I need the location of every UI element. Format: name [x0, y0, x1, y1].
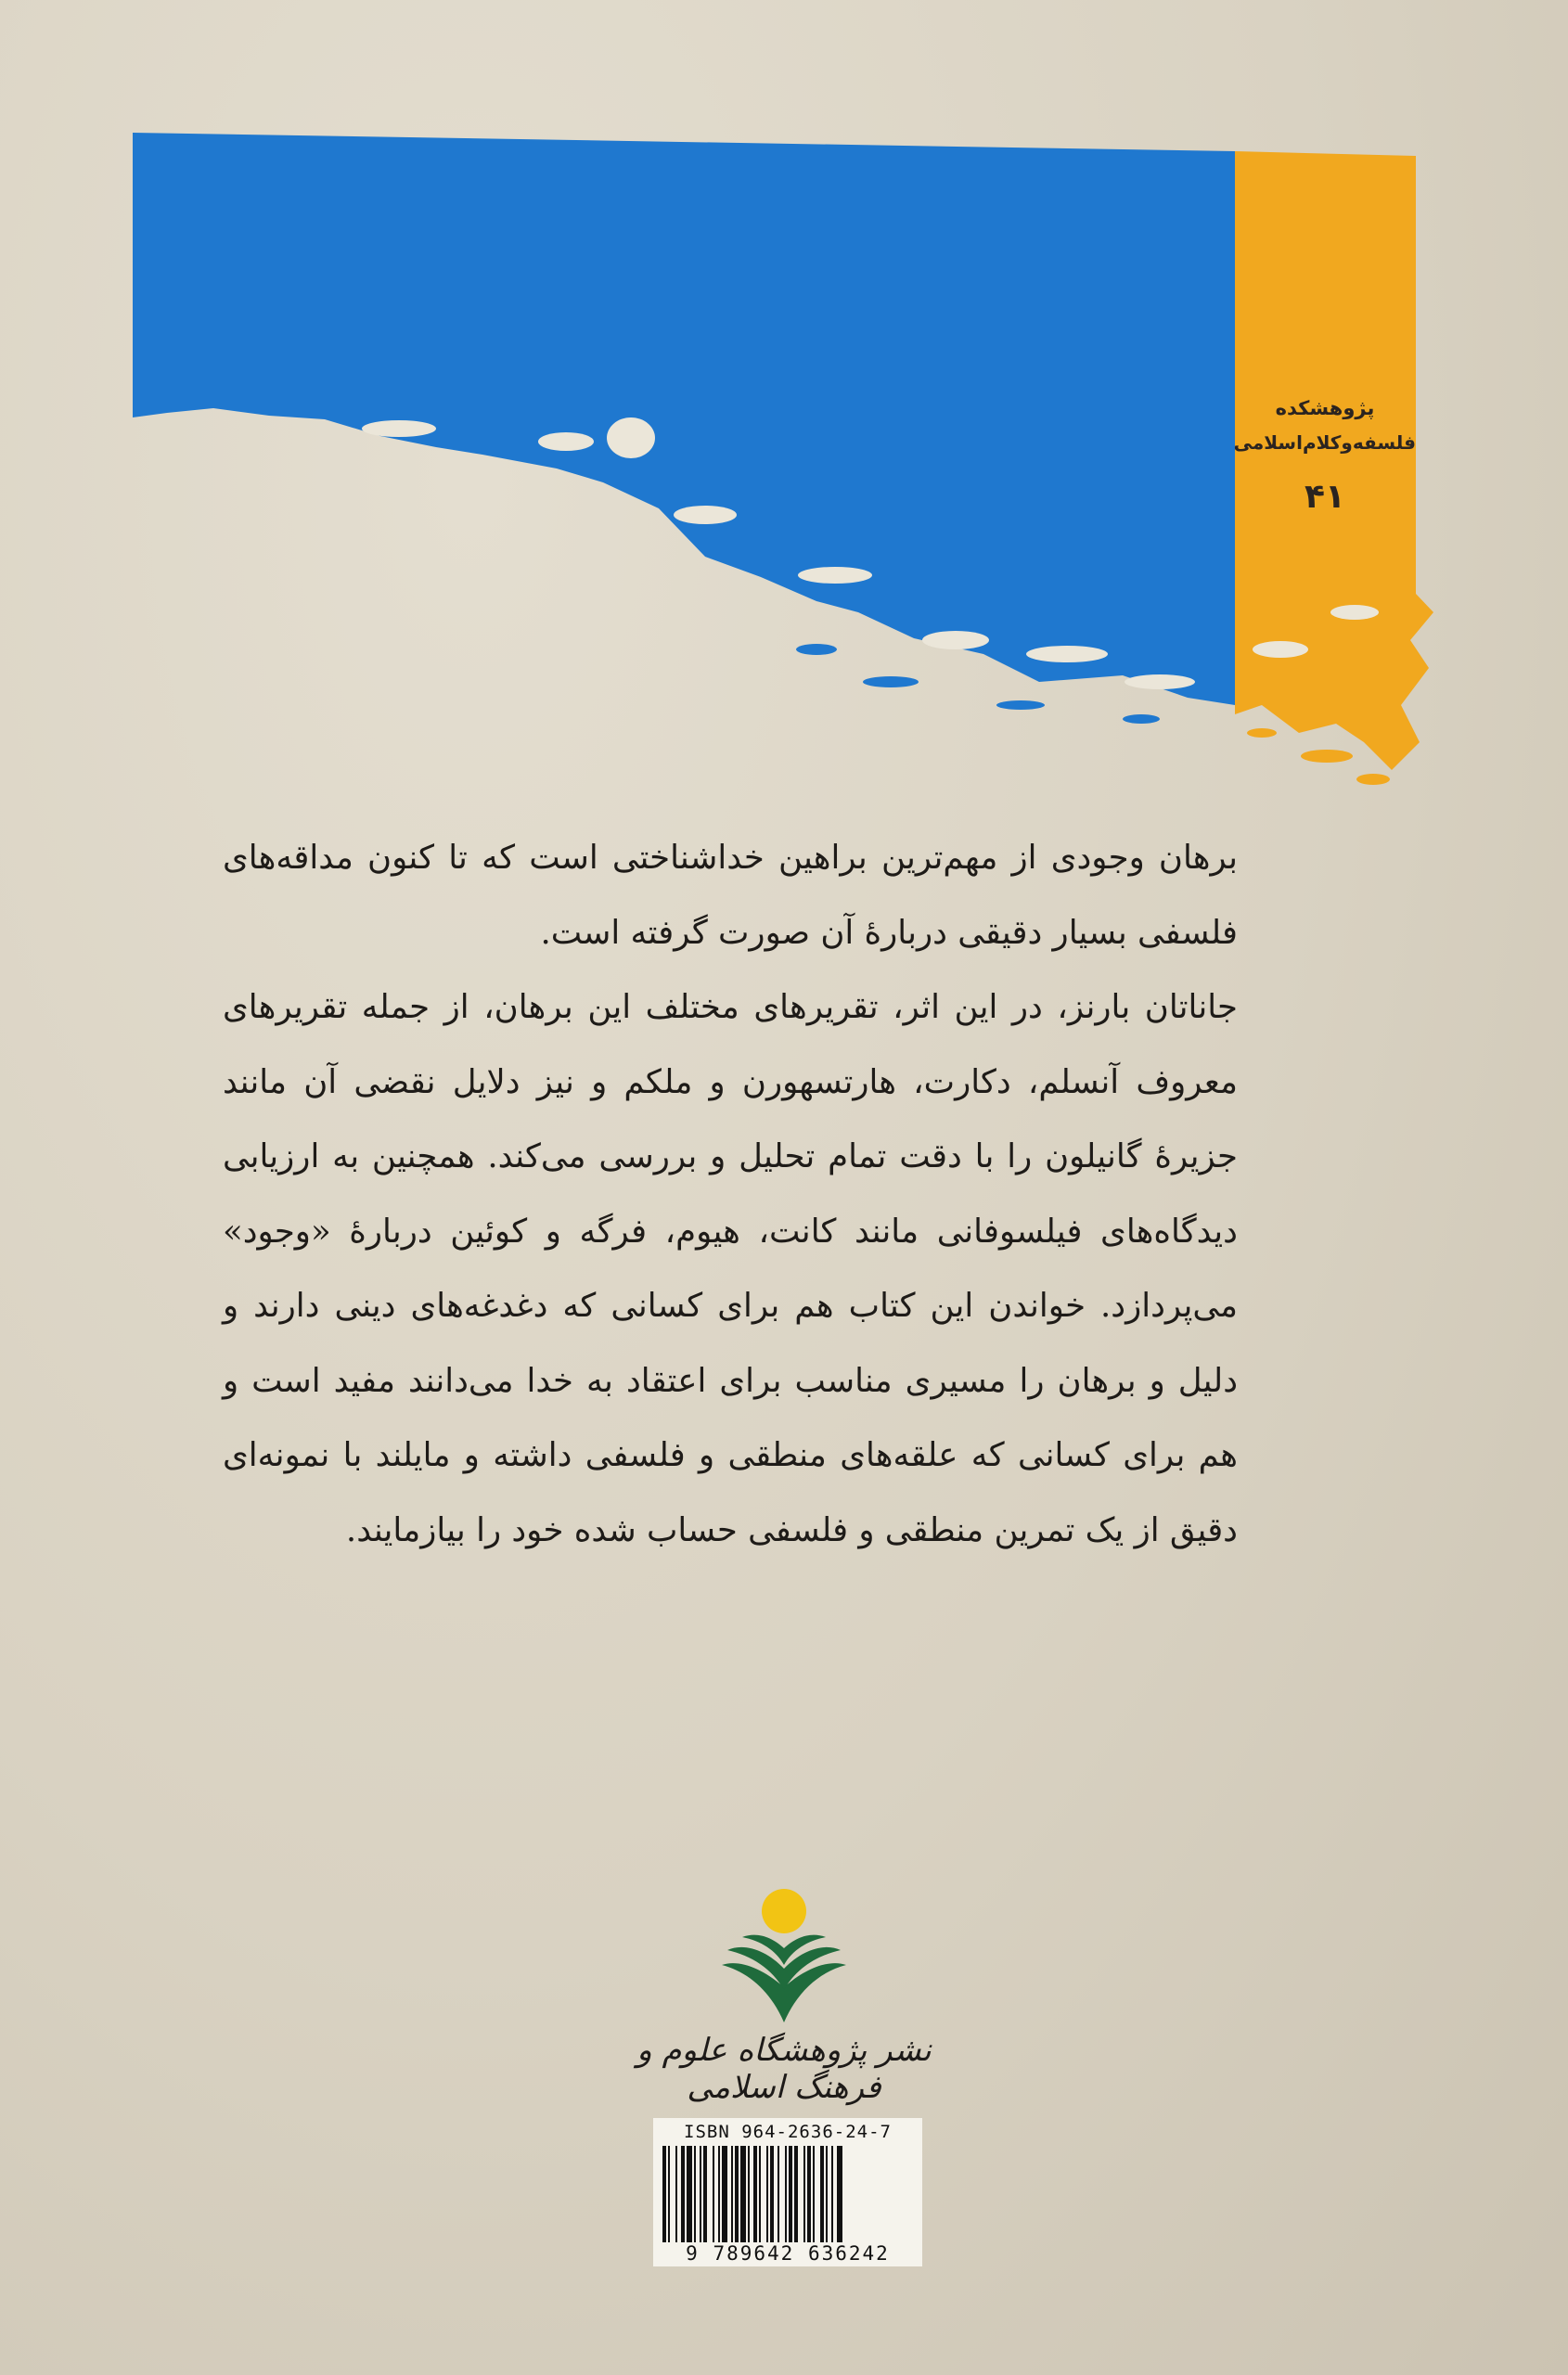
series-label-line1: پژوهشکده	[1275, 397, 1375, 419]
isbn-top-text: ISBN 964-2636-24-7	[684, 2122, 892, 2142]
series-number: ۴۱	[1305, 478, 1345, 516]
publisher-logo-icon	[714, 1883, 854, 2032]
description-paragraph-2: جاناتان بارنز، در این اثر، تقریرهای مختلف این برهان، از جمله تقریرهای معروف آنسلم، دکارت، هارتسهورن و ملکم و نیز دلایل نقضی آن مانند جزیرهٔ گانیلون را با دقت تمام تحلیل و بررسی می‌کند. همچنین به ارزیابی دیدگاه‌های فیلسوفانی مانند کانت، هیوم، فرگه و کوئین دربارهٔ «وجود» می‌پردازد. خواندن این کتاب هم برای کسانی که دغدغه‌های دینی دارند و دلیل و برهان را مسیری مناسب برای اعتقاد به خدا می‌دانند مفید است و هم برای کسانی که علقه‌های منطقی و فلسفی داشته و مایلند با نمونه‌ای دقیق از یک تمرین منطقی و فلسفی حساب شده خود را بیازمایند.	[223, 988, 1238, 1549]
book-description	[223, 821, 1238, 1568]
barcode	[653, 2118, 922, 2266]
series-label-line2: فلسفه‌وکلام‌اسلامی	[1233, 431, 1416, 454]
isbn-bottom-text: 9 789642 636242	[686, 2242, 890, 2265]
blue-block	[133, 133, 1235, 705]
barcode-icon	[662, 2146, 913, 2242]
orange-band	[1235, 151, 1433, 770]
description-paragraph-1: برهان وجودی از مهم‌ترین براهین خداشناختی است که تا کنون مداقه‌های فلسفی بسیار دقیقی دربارهٔ آن صورت گرفته است.	[223, 839, 1238, 952]
publisher-name: نشر پژوهشگاه علوم و فرهنگ اسلامی	[636, 2032, 932, 2106]
